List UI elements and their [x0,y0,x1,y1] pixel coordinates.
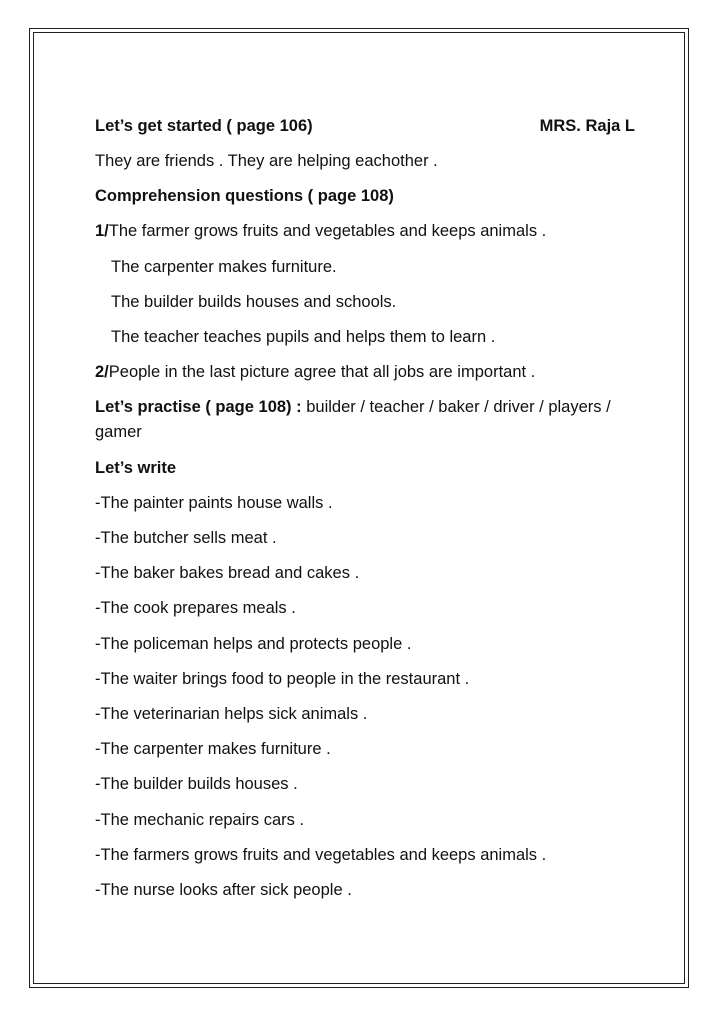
question-1-answer: The farmer grows fruits and vegetables and keeps animals . [108,222,547,240]
comprehension-heading: Comprehension questions ( page 108) [95,187,394,205]
write-sentence: -The baker bakes bread and cakes . [95,564,360,582]
question-2-number: 2/ [95,363,109,381]
question-1-line: The builder builds houses and schools. [111,293,397,311]
practise-answers: builder / teacher / baker / driver / players / gamer [95,398,611,441]
practise-label: Let’s practise ( page 108) : [95,398,302,416]
header-row [95,114,635,138]
write-sentence: -The policeman helps and protects people . [95,635,412,653]
write-sentence: -The painter paints house walls . [95,494,333,512]
teacher-name: MRS. Raja L [539,117,635,135]
write-sentence: -The veterinarian helps sick animals . [95,705,368,723]
write-heading: Let’s write [95,459,176,477]
write-sentence: -The carpenter makes furniture . [95,740,331,758]
write-sentence: -The builder builds houses . [95,775,298,793]
write-sentence: -The farmers grows fruits and vegetables and keeps animals . [95,846,547,864]
intro-text: They are friends . They are helping eachother . [95,152,438,170]
write-sentence: -The nurse looks after sick people . [95,881,352,899]
question-2-answer: People in the last picture agree that all jobs are important . [108,363,536,381]
write-sentence: -The waiter brings food to people in the restaurant . [95,670,470,688]
question-1 [95,219,546,243]
practise-section [95,395,660,445]
question-1-number: 1/ [95,222,109,240]
write-sentence: -The mechanic repairs cars . [95,811,305,829]
lesson-title: Let’s get started ( page 106) [95,117,313,135]
write-sentence: -The butcher sells meat . [95,529,277,547]
question-2 [95,360,535,384]
write-sentence: -The cook prepares meals . [95,599,296,617]
question-1-line: The carpenter makes furniture. [111,258,337,276]
question-1-line: The teacher teaches pupils and helps them to learn . [111,328,496,346]
